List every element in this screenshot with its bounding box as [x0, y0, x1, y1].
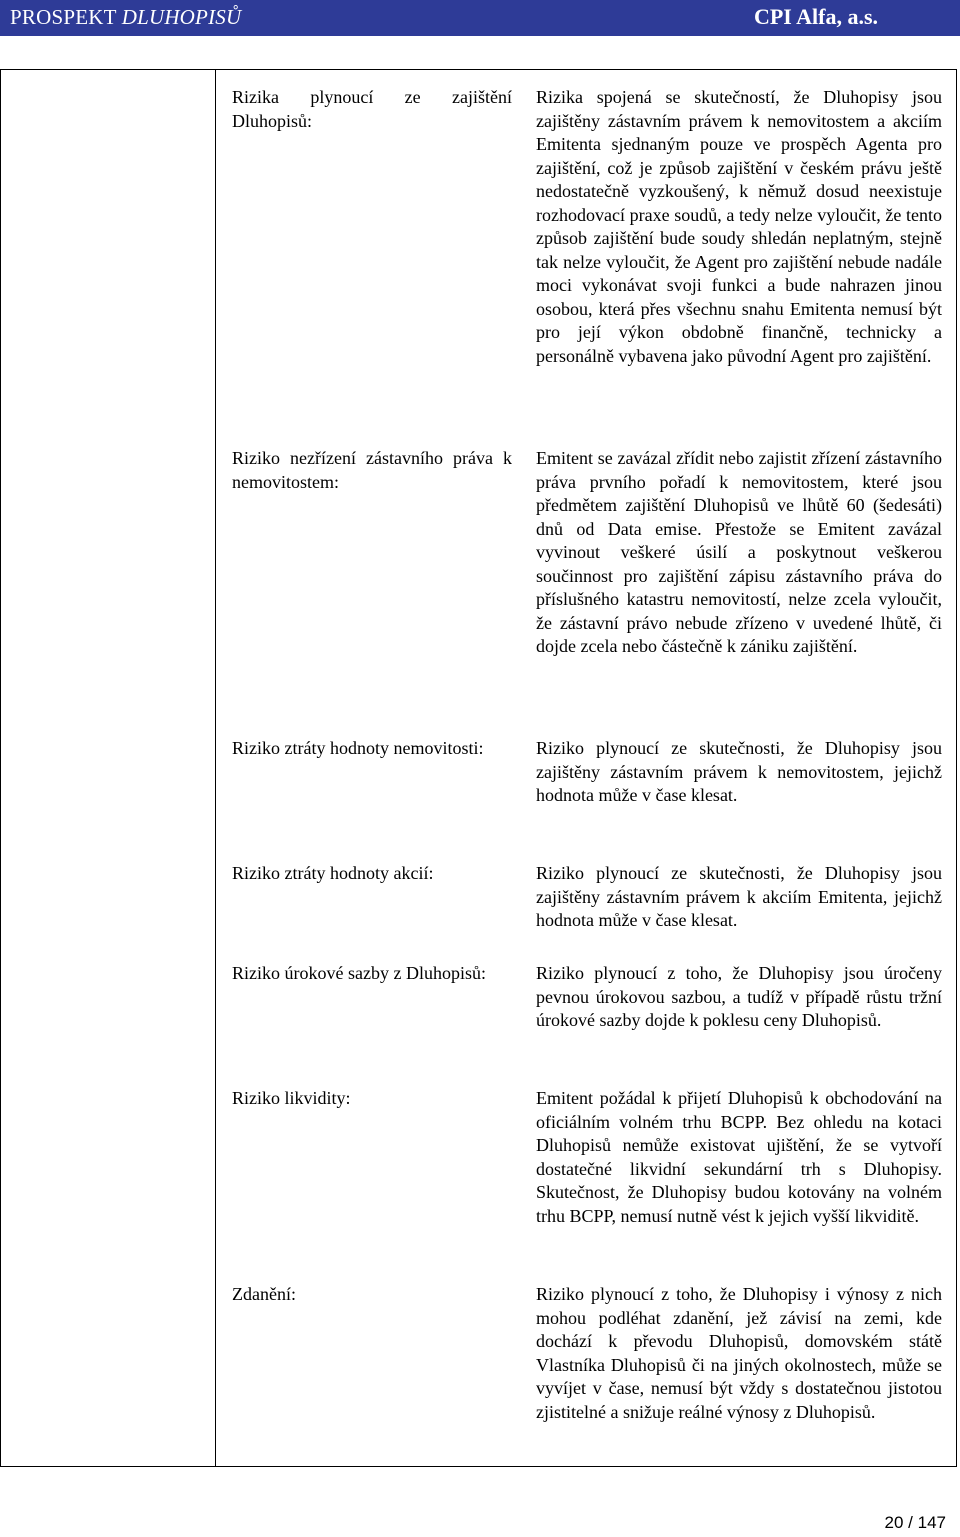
risk-text-property-value: Riziko plynoucí ze skutečnosti, že Dluhopisy jsou zajištěny zástavním právem k nemovitostem, jejichž hodnota může v čase klesat. — [536, 738, 942, 805]
risk-text-lien: Emitent se zavázal zřídit nebo zajistit zřízení zástavního práva prvního pořadí k nemovitostem, které jsou předmětem zajištění Dluhopisů ve lhůtě 60 (šedesáti) dnů od Data emise. Přestože se Emitent zavázal vyvinout veškeré úsilí a poskytnout veškerou součinnost pro zajištění zápisu zástavního práva do příslušného katastru nemovitostí, nelze zcela vyloučit, že zástavní právo nebude zřízeno v uvedené lhůtě, či dojde zcela nebo částečně k zániku zajištění. — [536, 448, 942, 656]
risk-text-security: Rizika spojená se skutečností, že Dluhopisy jsou zajištěny zástavním právem k nemovitostem a akciím Emitenta sjednaným pouze ve prospěch Agenta pro zajištění, což je způsob zajištění v českém právu ještě nedostatečně vyzkoušený, k němuž dosud neexistuje rozhodovací praxe soudů, a tedy nelze vyloučit, že tento způsob zajištění bude soudy shledán neplatným, stejně tak nelze vyloučit, že Agent pro zajištění nebude nadále moci vykonávat svoji funkci a bude nahrazen jinou osobou, která přes všechnu snahu Emitenta nemusí být pro její výkon obdobně finančně, technicky a personálně vybavena jako původní Agent pro zajištění. — [536, 87, 942, 366]
risk-label-lien: Riziko nezřízení zástavního práva k nemovitostem: — [232, 448, 512, 492]
risk-text-liquidity: Emitent požádal k přijetí Dluhopisů k obchodování na oficiálním volném trhu BCPP. Bez ohledu na kotaci Dluhopisů nemůže existovat ujištění, že se vytvoří dostatečné likvidní sekundární trh s Dluhopisy. Skutečnost, že Dluhopisy budou kotovány na volném trhu BCPP, nemusí nutně vést k jejich vyšší likviditě. — [536, 1088, 942, 1226]
document-title-prefix: PROSPEKT — [10, 5, 122, 29]
page-number: 20 / 147 — [884, 1513, 946, 1532]
frame-divider — [215, 69, 216, 1467]
risk-text-taxation: Riziko plynoucí z toho, že Dluhopisy i výnosy z nich mohou podléhat zdanění, jež závisí na zemi, kde dochází k převodu Dluhopisů, domovském státě Vlastníka Dluhopisů či na jiných okolnostech, může se vyvíjet v čase, nemusí být vždy s dostatečnou jistotou zjistitelné a snižuje reálné výnosy z Dluhopisů. — [536, 1284, 942, 1422]
document-title — [10, 5, 241, 30]
risk-text-share-value: Riziko plynoucí ze skutečnosti, že Dluhopisy jsou zajištěny zástavním právem k akciím Emitenta, jejichž hodnota může v čase klesat. — [536, 863, 942, 930]
risk-label-security: Rizika plynoucí ze zajištění Dluhopisů: — [232, 87, 512, 131]
page-header — [0, 0, 960, 36]
risk-label-taxation: Zdanění: — [232, 1284, 296, 1304]
risk-label-property-value: Riziko ztráty hodnoty nemovitosti: — [232, 738, 484, 758]
risk-label-share-value: Riziko ztráty hodnoty akcií: — [232, 863, 434, 883]
risk-text-interest-rate: Riziko plynoucí z toho, že Dluhopisy jsou úročeny pevnou úrokovou sazbou, a tudíž v případě růstu tržní úrokové sazby dojde k poklesu ceny Dluhopisů. — [536, 963, 942, 1030]
risk-label-interest-rate: Riziko úrokové sazby z Dluhopisů: — [232, 963, 486, 983]
risk-label-liquidity: Riziko likvidity: — [232, 1088, 351, 1108]
document-title-italic: DLUHOPISŮ — [121, 5, 242, 29]
company-name: CPI Alfa, a.s. — [753, 4, 878, 29]
